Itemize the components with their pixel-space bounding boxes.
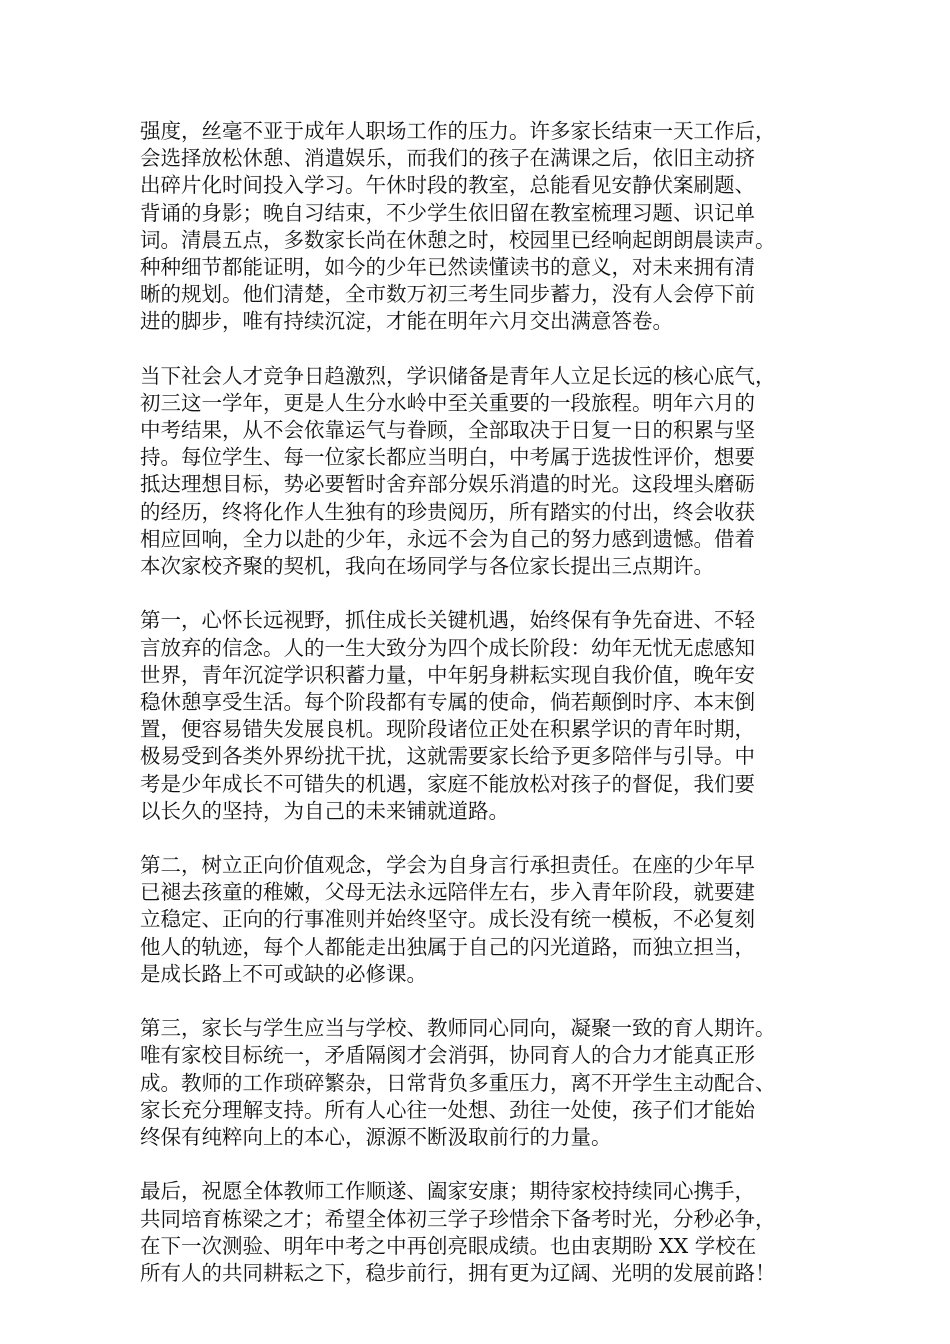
text-line: 第一，心怀长远视野，抓住成长关键机遇，始终保有争先奋进、不轻	[140, 608, 755, 633]
text-line: 所有人的共同耕耘之下，稳步前行，拥有更为辽阔、光明的发展前路！	[140, 1260, 776, 1285]
text-line: 抵达理想目标，势必要暂时舍弃部分娱乐消遣的时光。这段埋头磨砺	[140, 472, 755, 497]
paragraph-3	[140, 607, 830, 825]
text-line: 在下一次测验、明年中考之中再创亮眼成绩。也由衷期盼 XX 学校在	[140, 1233, 757, 1258]
text-line: 立稳定、正向的行事准则并始终坚守。成长没有统一模板，不必复刻	[140, 907, 755, 932]
text-line: 言放弃的信念。人的一生大致分为四个成长阶段：幼年无忧无虑感知	[140, 635, 755, 660]
text-line: 家长充分理解支持。所有人心往一处想、劲往一处使，孩子们才能始	[140, 1097, 755, 1122]
text-line: 置，便容易错失发展良机。现阶段诸位正处在积累学识的青年时期，	[140, 717, 755, 742]
text-line: 背诵的身影；晚自习结束，不少学生依旧留在教室梳理习题、识记单	[140, 200, 755, 225]
text-line: 考是少年成长不可错失的机遇，家庭不能放松对孩子的督促，我们要	[140, 771, 755, 796]
text-line: 初三这一学年，更是人生分水岭中至关重要的一段旅程。明年六月的	[140, 390, 755, 415]
text-line: 相应回响，全力以赴的少年，永远不会为自己的努力感到遗憾。借着	[140, 526, 755, 551]
text-line: 最后，祝愿全体教师工作顺遂、阖家安康；期待家校持续同心携手，	[140, 1179, 755, 1204]
text-line: 持。每位学生、每一位家长都应当明白，中考属于选拔性评价，想要	[140, 445, 755, 470]
text-line: 是成长路上不可或缺的必修课。	[140, 961, 427, 986]
paragraph-1	[140, 118, 830, 336]
text-line: 强度，丝毫不亚于成年人职场工作的压力。许多家长结束一天工作后，	[140, 119, 776, 143]
text-line: 会选择放松休憩、消遣娱乐，而我们的孩子在满课之后，依旧主动挤	[140, 146, 755, 171]
text-line: 稳休憩享受生活。每个阶段都有专属的使命，倘若颠倒时序、本末倒	[140, 689, 755, 714]
text-line: 本次家校齐聚的契机，我向在场同学与各位家长提出三点期许。	[140, 554, 714, 578]
text-line: 世界，青年沉淀学识积蓄力量，中年躬身耕耘实现自我价值，晚年安	[140, 662, 755, 687]
text-line: 成。教师的工作琐碎繁杂，日常背负多重压力，离不开学生主动配合、	[140, 1070, 776, 1095]
text-line: 种种细节都能证明，如今的少年已然读懂读书的意义，对未来拥有清	[140, 254, 755, 279]
document-body	[140, 118, 830, 1314]
text-line: 晰的规划。他们清楚，全市数万初三考生同步蓄力，没有人会停下前	[140, 282, 755, 307]
text-line: 的经历，终将化作人生独有的珍贵阅历，所有踏实的付出，终会收获	[140, 499, 755, 524]
text-line: 极易受到各类外界纷扰干扰，这就需要家长给予更多陪伴与引导。中	[140, 744, 755, 769]
paragraph-6	[140, 1178, 830, 1287]
text-line: 已褪去孩童的稚嫩，父母无法永远陪伴左右，步入青年阶段，就要建	[140, 880, 755, 905]
text-line: 词。清晨五点，多数家长尚在休憩之时，校园里已经响起朗朗晨读声。	[140, 227, 776, 252]
text-line: 进的脚步，唯有持续沉淀，才能在明年六月交出满意答卷。	[140, 309, 673, 334]
paragraph-2	[140, 363, 830, 581]
text-line: 唯有家校目标统一，矛盾隔阂才会消弭，协同育人的合力才能真正形	[140, 1043, 755, 1068]
text-line: 共同培育栋梁之才；希望全体初三学子珍惜余下备考时光，分秒必争，	[140, 1206, 776, 1231]
text-line: 中考结果，从不会依靠运气与眷顾，全部取决于日复一日的积累与坚	[140, 418, 755, 443]
paragraph-4	[140, 852, 830, 988]
text-line: 第三，家长与学生应当与学校、教师同心同向，凝聚一致的育人期许。	[140, 1016, 776, 1041]
text-line: 以长久的坚持，为自己的未来铺就道路。	[140, 798, 509, 823]
text-line: 他人的轨迹，每个人都能走出独属于自己的闪光道路，而独立担当，	[140, 934, 755, 959]
text-line: 终保有纯粹向上的本心，源源不断汲取前行的力量。	[140, 1124, 612, 1149]
text-line: 第二，树立正向价值观念，学会为自身言行承担责任。在座的少年早	[140, 853, 755, 878]
paragraph-5	[140, 1015, 830, 1151]
text-line: 当下社会人才竞争日趋激烈，学识储备是青年人立足长远的核心底气，	[140, 363, 776, 388]
text-line: 出碎片化时间投入学习。午休时段的教室，总能看见安静伏案刷题、	[140, 173, 755, 198]
